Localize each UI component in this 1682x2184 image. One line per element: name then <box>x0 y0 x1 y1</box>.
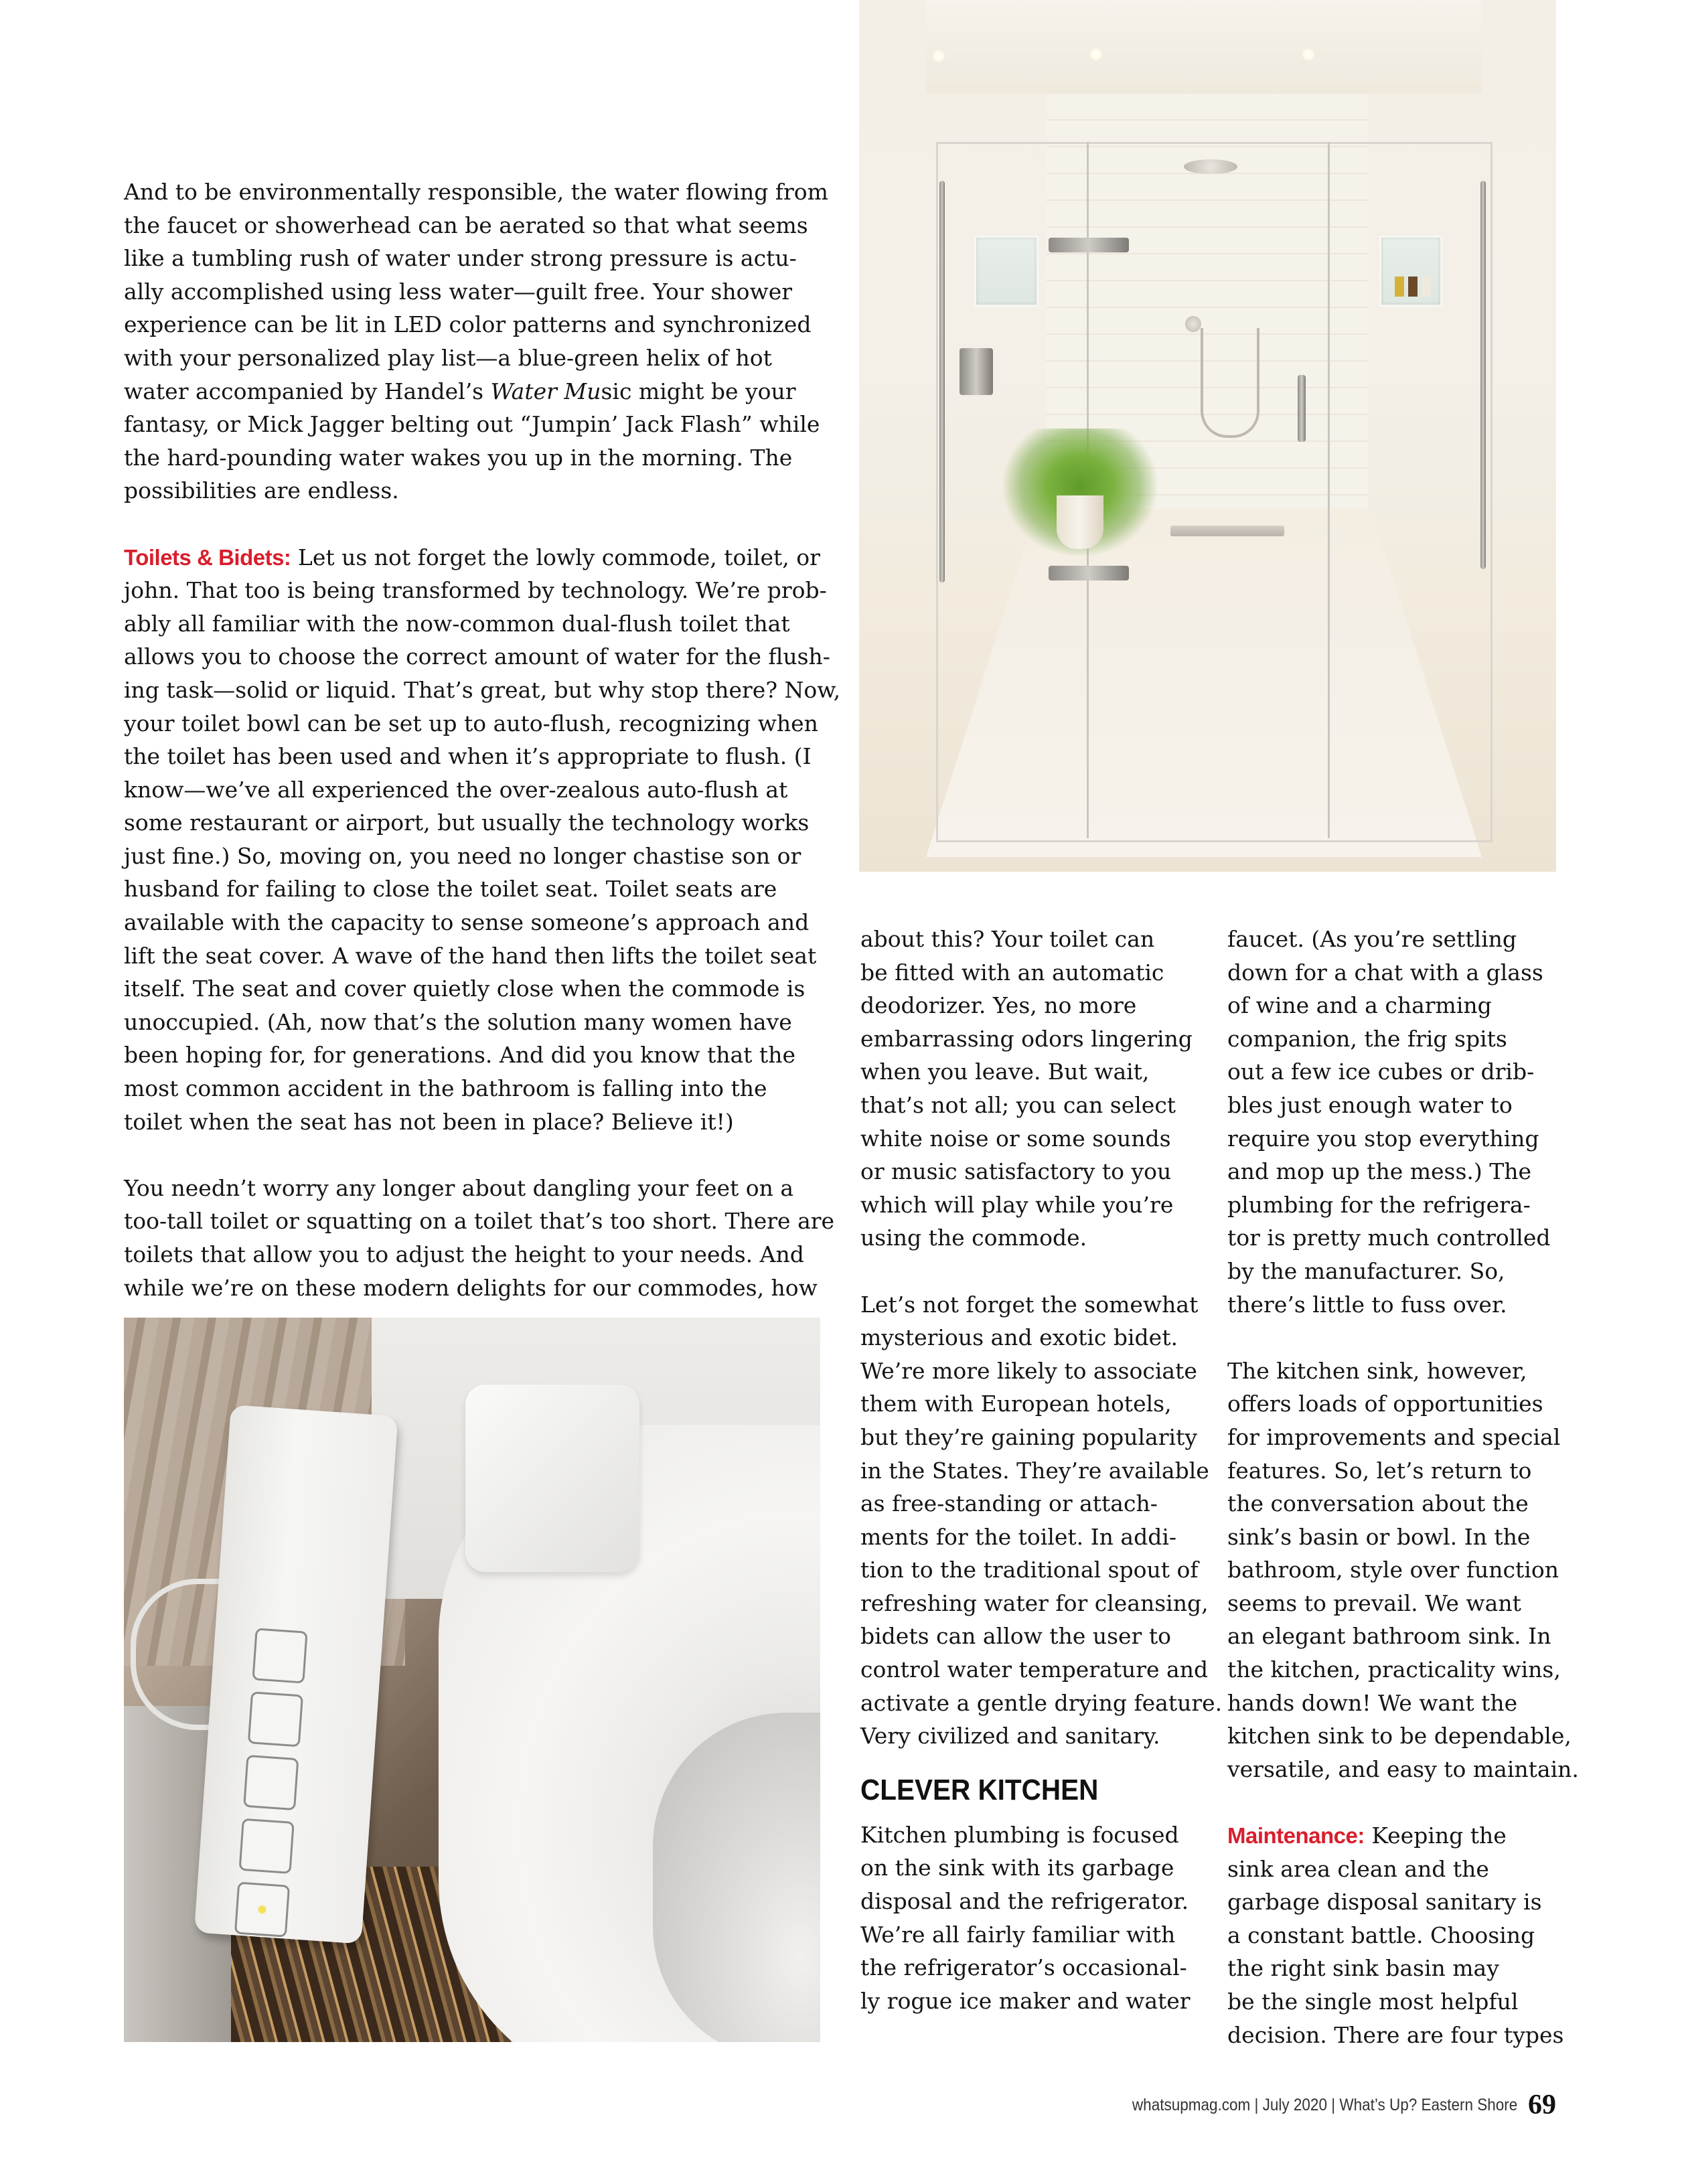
footer-issue: July 2020 <box>1262 2095 1327 2114</box>
text-line: in the States. They’re available <box>860 1457 1209 1484</box>
middle-column <box>860 923 1223 2017</box>
dryer-button-icon <box>252 1628 307 1683</box>
text-line: with your personalized play list—a blue-green helix of hot <box>124 344 772 371</box>
text-fragment: Keeping the <box>1364 1822 1507 1849</box>
soft-rear-button-icon <box>243 1755 299 1810</box>
text-line: sink’s basin or bowl. In the <box>1227 1523 1531 1550</box>
text-line: kitchen sink to be dependable, <box>1227 1723 1572 1749</box>
text-line: offers loads of opportunities <box>1227 1391 1543 1417</box>
text-line: which will play while you’re <box>860 1191 1174 1218</box>
left-column <box>124 175 841 1304</box>
section-heading-clever-kitchen: CLEVER KITCHEN <box>860 1773 1099 1806</box>
text-line: the refrigerator’s occasional- <box>860 1954 1187 1981</box>
linear-drain <box>1170 526 1284 536</box>
footer-separator: | <box>1254 2095 1259 2114</box>
text-line: activate a gentle drying feature. <box>860 1689 1223 1716</box>
text-line: plumbing for the refrigera- <box>1227 1191 1531 1218</box>
text-line: Let’s not forget the somewhat <box>860 1291 1199 1318</box>
rear-wash-button-icon <box>239 1818 295 1874</box>
text-line: tion to the traditional spout of <box>860 1557 1199 1583</box>
footer-meta <box>1132 2096 1517 2115</box>
text-line: the faucet or showerhead can be aerated so that what seems <box>124 212 808 238</box>
paragraph-gap <box>1227 1321 1562 1354</box>
text-line: bles just enough water to <box>1227 1091 1513 1118</box>
text-line: The kitchen sink, however, <box>1227 1357 1527 1384</box>
text-line: fantasy, or Mick Jagger belting out “Jumpin’ Jack Flash” while <box>124 411 820 438</box>
text-line: john. That too is being transformed by technology. We’re prob- <box>124 577 827 604</box>
frame-post <box>939 181 945 582</box>
right-column <box>1227 923 1579 2051</box>
text-line: versatile, and easy to maintain. <box>1227 1756 1579 1782</box>
text-line: that’s not all; you can select <box>860 1091 1176 1118</box>
ceiling-light-icon <box>1302 48 1314 60</box>
text-line: mysterious and exotic bidet. <box>860 1324 1178 1351</box>
text-line: for improvements and special <box>1227 1423 1561 1450</box>
text-line: seems to prevail. We want <box>1227 1589 1521 1616</box>
page-footer <box>1089 2089 1556 2121</box>
text-line: toilets that allow you to adjust the height to your needs. And <box>124 1241 804 1267</box>
paragraph-gap <box>1227 1786 1562 1819</box>
footer-site: whatsupmag.com <box>1132 2095 1250 2114</box>
text-fragment: Let us not forget the lowly commode, toilet, or <box>291 544 820 570</box>
text-line: as free-standing or attach- <box>860 1490 1158 1517</box>
text-line: unoccupied. (Ah, now that’s the solution many women have <box>124 1008 792 1035</box>
text-line: possibilities are endless. <box>124 477 399 504</box>
stop-button-icon <box>234 1881 290 1937</box>
toilets-paragraph <box>124 541 841 1139</box>
text-line: using the commode. <box>860 1225 1087 1251</box>
paragraph-gap <box>860 1255 1209 1288</box>
front-wash-button-icon <box>248 1691 303 1747</box>
text-line: of wine and a charming <box>1227 992 1492 1019</box>
glass-door-edge <box>1328 142 1330 838</box>
text-line: on the sink with its garbage <box>860 1855 1174 1881</box>
bidet-control-panel <box>194 1405 398 1944</box>
door-hinge <box>1049 238 1129 252</box>
plant-pot <box>1057 495 1103 549</box>
paragraph-gap <box>124 508 827 541</box>
italic-title: Water Mu <box>490 378 601 404</box>
text-line <box>124 375 827 408</box>
text-line: deodorizer. Yes, no more <box>860 992 1137 1019</box>
text-line: sink area clean and the <box>1227 1855 1489 1882</box>
text-line: some restaurant or airport, but usually the technology works <box>124 809 810 836</box>
text-line: or music satisfactory to you <box>860 1158 1172 1185</box>
text-line: and mop up the mess.) The <box>1227 1158 1532 1185</box>
seat-hinge <box>465 1385 639 1572</box>
text-line: an elegant bathroom sink. In <box>1227 1623 1551 1650</box>
frame-post <box>1480 181 1486 569</box>
shower-photo <box>859 0 1556 872</box>
text-line: but they’re gaining popularity <box>860 1423 1197 1450</box>
page-number: 69 <box>1528 2090 1556 2120</box>
text-line: there’s little to fuss over. <box>1227 1291 1507 1318</box>
text-line: the hard-pounding water wakes you up in the morning. The <box>124 444 793 471</box>
height-paragraph <box>124 1172 835 1304</box>
bidet-photo <box>124 1318 820 2042</box>
text-line: hands down! We want the <box>1227 1689 1518 1716</box>
text-line: Very civilized and sanitary. <box>860 1723 1160 1749</box>
text-line: garbage disposal sanitary is <box>1227 1889 1542 1916</box>
paragraph-gap <box>124 1138 827 1172</box>
heading-gap <box>860 1810 1209 1818</box>
text-line: the conversation about the <box>1227 1490 1529 1517</box>
text-line: ably all familiar with the now-common dual-flush toilet that <box>124 610 790 637</box>
ceiling-light-icon <box>1090 48 1102 60</box>
text-line: when you leave. But wait, <box>860 1059 1150 1085</box>
maintenance-paragraph <box>1227 1819 1562 2051</box>
door-handle <box>1298 375 1306 442</box>
text-line: ments for the toilet. In addi- <box>860 1523 1177 1550</box>
deodorizer-paragraph <box>860 923 1209 1255</box>
text-line: most common accident in the bathroom is falling into the <box>124 1075 767 1102</box>
text-line: the kitchen, practicality wins, <box>1227 1656 1561 1683</box>
text-line: like a tumbling rush of water under strong pressure is actu- <box>124 245 797 272</box>
text-line: We’re all fairly familiar with <box>860 1921 1176 1948</box>
text-fragment: sic might be your <box>601 378 796 404</box>
text-line: out a few ice cubes or drib- <box>1227 1059 1535 1085</box>
kitchen-paragraph <box>860 1818 1209 2018</box>
shower-valve <box>960 348 993 395</box>
text-line: toilet when the seat has not been in place? Believe it!) <box>124 1108 734 1135</box>
text-line: companion, the frig spits <box>1227 1025 1507 1052</box>
text-line: refreshing water for cleansing, <box>860 1589 1209 1616</box>
sink-paragraph <box>1227 1354 1579 1786</box>
text-line: available with the capacity to sense someone’s approach and <box>124 909 810 936</box>
text-line: features. So, let’s return to <box>1227 1457 1532 1484</box>
text-line: ing task—solid or liquid. That’s great, but why stop there? Now, <box>124 676 841 703</box>
text-line: husband for failing to close the toilet seat. Toilet seats are <box>124 876 777 903</box>
text-line: Kitchen plumbing is focused <box>860 1821 1179 1848</box>
text-line: be fitted with an automatic <box>860 959 1164 986</box>
text-line: know—we’ve all experienced the over-zealous auto-flush at <box>124 776 788 803</box>
text-line: control water temperature and <box>860 1656 1209 1683</box>
text-line: while we’re on these modern delights for our commodes, how <box>124 1274 818 1301</box>
text-line: by the manufacturer. So, <box>1227 1257 1505 1284</box>
text-line: allows you to choose the correct amount of water for the flush- <box>124 643 830 670</box>
text-line: And to be environmentally responsible, the water flowing from <box>124 179 828 205</box>
text-line <box>1227 1819 1562 1853</box>
text-line: We’re more likely to associate <box>860 1357 1197 1384</box>
text-line: itself. The seat and cover quietly close when the commode is <box>124 976 806 1002</box>
faucet-paragraph <box>1227 923 1562 1321</box>
text-line: down for a chat with a glass <box>1227 959 1543 986</box>
text-line: too-tall toilet or squatting on a toilet that’s too short. There are <box>124 1208 835 1235</box>
text-line <box>124 541 827 574</box>
text-line: them with European hotels, <box>860 1391 1172 1417</box>
text-line: just fine.) So, moving on, you need no longer chastise son or <box>124 842 801 869</box>
bidet-paragraph <box>860 1288 1223 1753</box>
text-line: ly rogue ice maker and water <box>860 1987 1191 2014</box>
text-line: be the single most helpful <box>1227 1988 1519 2015</box>
text-line: your toilet bowl can be set up to auto-flush, recognizing when <box>124 710 818 736</box>
ceiling <box>926 0 1482 94</box>
text-line: embarrassing odors lingering <box>860 1025 1193 1052</box>
door-hinge <box>1049 566 1129 580</box>
text-line: lift the seat cover. A wave of the hand then lifts the toilet seat <box>124 942 817 969</box>
heading-gap <box>860 1753 1209 1770</box>
text-line: decision. There are four types <box>1227 2021 1564 2048</box>
text-line: ally accomplished using less water—guilt free. Your shower <box>124 278 792 305</box>
maintenance-lead: Maintenance: <box>1227 1823 1365 1849</box>
text-line: bidets can allow the user to <box>860 1623 1171 1650</box>
text-fragment: water accompanied by Handel’s <box>124 378 491 404</box>
text-line: disposal and the refrigerator. <box>860 1888 1189 1915</box>
ceiling-light-icon <box>933 50 945 62</box>
text-line: the toilet has been used and when it’s appropriate to flush. (I <box>124 743 812 770</box>
text-line: bathroom, style over function <box>1227 1557 1559 1583</box>
footer-publication: What’s Up? Eastern Shore <box>1339 2095 1517 2114</box>
text-line: require you stop everything <box>1227 1125 1539 1152</box>
text-line: You needn’t worry any longer about dangling your feet on a <box>124 1174 794 1201</box>
intro-paragraph <box>124 175 827 508</box>
text-line: the right sink basin may <box>1227 1955 1499 1982</box>
toilets-bidets-lead: Toilets & Bidets: <box>124 544 291 570</box>
text-line: white noise or some sounds <box>860 1125 1171 1152</box>
text-line: experience can be lit in LED color patterns and synchronized <box>124 311 812 338</box>
text-line: a constant battle. Choosing <box>1227 1922 1535 1948</box>
text-line: faucet. (As you’re settling <box>1227 926 1517 952</box>
text-line: been hoping for, for generations. And did you know that the <box>124 1042 795 1069</box>
text-line: about this? Your toilet can <box>860 926 1155 952</box>
text-line: tor is pretty much controlled <box>1227 1225 1551 1251</box>
footer-separator: | <box>1330 2095 1335 2114</box>
